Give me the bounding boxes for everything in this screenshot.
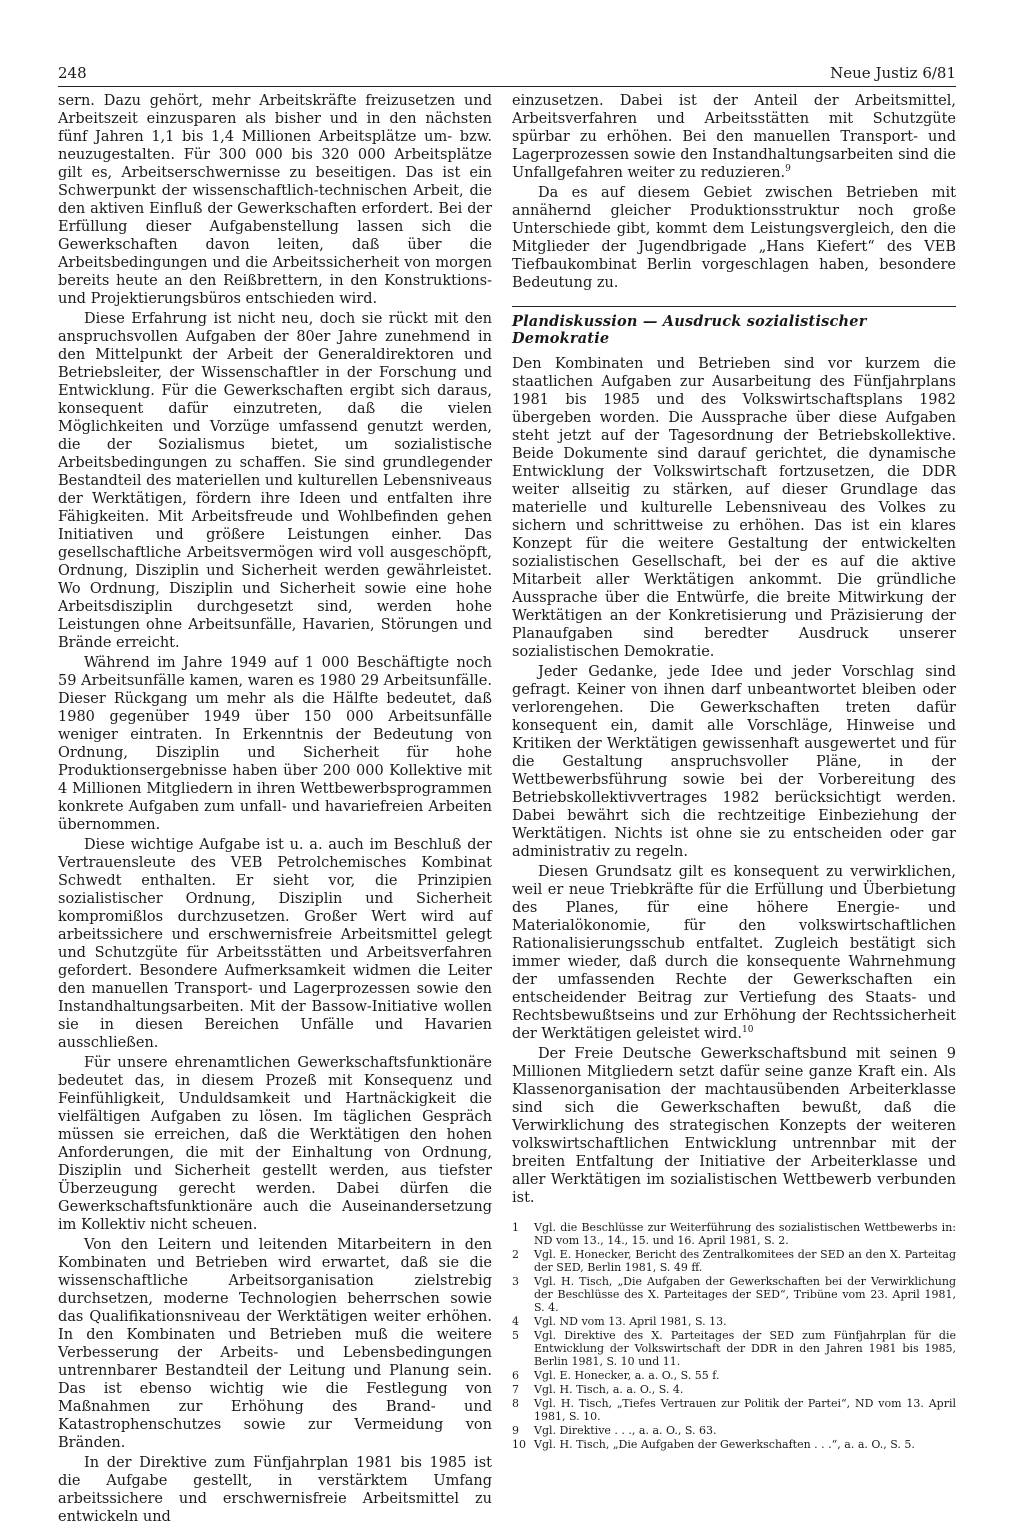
footnote xyxy=(512,1369,956,1382)
footnote xyxy=(512,1275,956,1314)
body-paragraph: Von den Leitern und leitenden Mitarbeitern in den Kombinaten und Betrieben wird erwartet, daß sie die wissenschaftliche Arbeitsorganisation zielstrebig durchsetzen, moderne Technologien beherrschen sowie das Qualifikationsniveau der Werktätigen weiter erhöhen. In den Kombinaten und Betrieben muß die weitere Verbesserung der Arbeits- und Lebensbedingungen untrennbarer Bestandteil der Leitung und Planung sein. Das ist ebenso wichtig wie die Festlegung von Maßnahmen zur Erhöhung des Brand- und Katastrophenschutzes sowie zur Vermeidung von Bränden. xyxy=(58,1237,492,1451)
footnote xyxy=(512,1383,956,1396)
footnote-text: Vgl. Direktive . . ., a. a. O., S. 63. xyxy=(534,1424,717,1437)
body-paragraph: Für unsere ehrenamtlichen Gewerkschaftsfunktionäre bedeutet das, in diesem Prozeß mit Konsequenz und Feinfühligkeit, Unduldsamkeit und Hartnäckigkeit die vielfältigen Aufgaben zu lösen. Im täglichen Gespräch müssen sie erreichen, daß die Werktätigen den hohen Anforderungen, die mit der Einhaltung von Ordnung, Disziplin und Sicherheit gestellt werden, aus tiefster Überzeugung gerecht werden. Dabei dürfen die Gewerkschaftsfunktionäre auch die Auseinandersetzung im Kollektiv nicht scheuen. xyxy=(58,1055,492,1233)
body-paragraph xyxy=(512,863,956,1043)
footnote-number: 2 xyxy=(512,1248,519,1261)
footnote-number: 8 xyxy=(512,1397,519,1410)
footnote-number: 3 xyxy=(512,1275,519,1288)
footnote-text: Vgl. H. Tisch, „Die Aufgaben der Gewerkschaften bei der Verwirklichung der Beschlüsse des X. Parteitages der SED“, Tribüne vom 23. April 1981, S. 4. xyxy=(534,1275,956,1314)
body-paragraph: Der Freie Deutsche Gewerkschaftsbund mit seinen 9 Millionen Mitgliedern setzt dafür seine ganze Kraft ein. Als Klassenorganisation der machtausübenden Arbeiterklasse sind sich die Gewerkschaften bewußt, daß die Verwirklichung des strategischen Konzepts der weiteren volkswirtschaftlichen Entwicklung untrennbar mit der breiten Entfaltung der Initiative der Arbeiterklasse und aller Werktätigen im sozialistischen Wettbewerb verbunden ist. xyxy=(512,1046,956,1206)
footnote-number: 5 xyxy=(512,1329,519,1342)
paragraph-text: Diesen Grundsatz gilt es konsequent zu verwirklichen, weil er neue Triebkräfte für die Erfüllung und Überbietung des Planes, für eine höhere Energie- und Materialökonomie, für den volkswirtschaftlichen Rationalisierungsschub entfaltet. Zugleich bestätigt sich immer wieder, daß durch die konsequente Wahrnehmung der umfassenden Rechte der Gewerkschaften ein entscheidender Beitrag zur Vertiefung des Staats- und Rechtsbewußtseins und zur Erhöhung der Rechtssicherheit der Werktätigen geleistet wird. xyxy=(512,864,956,1042)
body-paragraph: Diese wichtige Aufgabe ist u. a. auch im Beschluß der Vertrauensleute des VEB Petrolchemisches Kombinat Schwedt enthalten. Er sieht vor, die Prinzipien sozialistischer Ordnung, Disziplin und Sicherheit kompromißlos durchzusetzen. Großer Wert wird auf arbeitssichere und erschwernisfreie Arbeitsmittel gelegt und Schutzgüte für Arbeitsstätten und Arbeitsverfahren gefordert. Besondere Aufmerksamkeit widmen die Leiter den manuellen Transport- und Lagerprozessen sowie den Instandhaltungsarbeiten. Mit der Bassow-Initiative wollen sie in diesen Bereichen Unfälle und Havarien ausschließen. xyxy=(58,837,492,1051)
footnote xyxy=(512,1248,956,1274)
footnote-number: 1 xyxy=(512,1221,519,1234)
footnotes xyxy=(512,1221,956,1451)
section-divider xyxy=(512,306,956,307)
paragraph-text: einzusetzen. Dabei ist der Anteil der Arbeitsmittel, Arbeitsverfahren und Arbeitsstätten mit Schutzgüte spürbar zu erhöhen. Bei den manuellen Transport- und Lagerprozessen sowie den Instandhaltungsarbeiten sind die Unfallgefahren weiter zu reduzieren. xyxy=(512,93,956,181)
footnote-text: Vgl. H. Tisch, „Die Aufgaben der Gewerkschaften . . .“, a. a. O., S. 5. xyxy=(534,1438,915,1451)
footnote-text: Vgl. H. Tisch, „Tiefes Vertrauen zur Politik der Partei“, ND vom 13. April 1981, S. 10. xyxy=(534,1397,956,1423)
footnote-marker: 9 xyxy=(785,164,791,175)
body-paragraph: In der Direktive zum Fünfjahrplan 1981 bis 1985 ist die Aufgabe gestellt, in verstärktem Umfang arbeitssichere und erschwernisfreie Arbeitsmittel zu entwickeln und xyxy=(58,1455,492,1525)
footnote-number: 9 xyxy=(512,1424,519,1437)
footnote-text: Vgl. E. Honecker, Bericht des Zentralkomitees der SED an den X. Parteitag der SED, Berlin 1981, S. 49 ff. xyxy=(534,1248,956,1274)
footnote-marker: 10 xyxy=(742,1025,754,1036)
footnote xyxy=(512,1315,956,1328)
body-paragraph: Jeder Gedanke, jede Idee und jeder Vorschlag sind gefragt. Keiner von ihnen darf unbeantwortet bleiben oder verlorengehen. Die Gewerkschaften treten dafür konsequent ein, damit alle Vorschläge, Hinweise und Kritiken der Werktätigen gewissenhaft ausgewertet und für die Gestaltung anspruchsvoller Pläne, in der Wettbewerbsführung sowie bei der Vorbereitung des Betriebskollektivvertrages 1982 berücksichtigt werden. Dabei bewährt sich die rechtzeitige Einbeziehung der Werktätigen. Nichts ist ohne sie zu entscheiden oder gar administrativ zu regeln. xyxy=(512,664,956,860)
footnote xyxy=(512,1221,956,1247)
body-paragraph: Diese Erfahrung ist nicht neu, doch sie rückt mit den anspruchsvollen Aufgaben der 80er Jahre zunehmend in den Mittelpunkt der Arbeit der Generaldirektoren und Betriebsleiter, der Wissenschaftler in der Forschung und Entwicklung. Für die Gewerkschaften ergibt sich daraus, konsequent dafür einzutreten, daß die vielen Möglichkeiten und Vorzüge umfassend genutzt werden, die der Sozialismus bietet, um sozialistische Arbeitsbedingungen zu schaffen. Sie sind grundlegender Bestandteil des materiellen und kulturellen Lebensniveaus der Werktätigen, fördern ihre Ideen und entfalten ihre Fähigkeiten. Mit Arbeitsfreude und Wohlbefinden gehen Initiativen und größere Leistungen einher. Das gesellschaftliche Arbeitsvermögen wird voll ausgeschöpft, Ordnung, Disziplin und Sicherheit werden gewährleistet. Wo Ordnung, Disziplin und Sicherheit sowie eine hohe Arbeitsdisziplin durchgesetzt sind, werden hohe Leistungen ohne Arbeitsunfälle, Havarien, Störungen und Brände erreicht. xyxy=(58,311,492,651)
right-column xyxy=(512,92,956,1452)
body-paragraph: Während im Jahre 1949 auf 1 000 Beschäftigte noch 59 Arbeitsunfälle kamen, waren es 1980 29 Arbeitsunfälle. Dieser Rückgang um mehr als die Hälfte bedeutet, daß 1980 gegenüber 1949 über 150 000 Arbeitsunfälle weniger eintraten. In Erkenntnis der Bedeutung von Ordnung, Disziplin und Sicherheit für hohe Produktionsergebnisse haben über 200 000 Kollektive mit 4 Millionen Mitgliedern in ihren Wettbewerbsprogrammen konkrete Aufgaben zum unfall- und havariefreien Arbeiten übernommen. xyxy=(58,655,492,833)
footnote-text: Vgl. ND vom 13. April 1981, S. 13. xyxy=(534,1315,727,1328)
body-paragraph: Da es auf diesem Gebiet zwischen Betrieben mit annähernd gleicher Produktionsstruktur noch große Unterschiede gibt, kommt dem Leistungsvergleich, den die Mitglieder der Jugendbrigade „Hans Kiefert“ des VEB Tiefbaukombinat Berlin vorgeschlagen haben, besondere Bedeutung zu. xyxy=(512,185,956,291)
journal-issue: Neue Justiz 6/81 xyxy=(830,64,956,82)
footnote-number: 4 xyxy=(512,1315,519,1328)
footnote xyxy=(512,1438,956,1451)
section-heading: Plandiskussion — Ausdruck sozialistischer Demokratie xyxy=(512,313,867,347)
footnote xyxy=(512,1397,956,1423)
footnote xyxy=(512,1424,956,1437)
left-column xyxy=(58,92,492,1526)
footnote xyxy=(512,1329,956,1368)
page-number: 248 xyxy=(58,64,87,82)
footnote-text: Vgl. H. Tisch, a. a. O., S. 4. xyxy=(534,1383,684,1396)
page-header xyxy=(58,62,956,87)
body-paragraph: Den Kombinaten und Betrieben sind vor kurzem die staatlichen Aufgaben zur Ausarbeitung des Fünfjahrplans 1981 bis 1985 und des Volkswirtschaftsplans 1982 übergeben worden. Die Aussprache über diese Aufgaben steht jetzt auf der Tagesordnung der Betriebskollektive. Beide Dokumente sind darauf gerichtet, die dynamische Entwicklung der Volkswirtschaft fortzusetzen, die DDR weiter allseitig zu stärken, auf dieser Grundlage das materielle und kulturelle Lebensniveau des Volkes zu sichern und schrittweise zu erhöhen. Das ist ein klares Konzept für die weitere Gestaltung der entwickelten sozialistischen Gesellschaft, bei der es auf die aktive Mitarbeit aller Werktätigen ankommt. Die gründliche Aussprache über die Entwürfe, die breite Mitwirkung der Werktätigen an der Konkretisierung und Präzisierung der Planaufgaben sind beredter Ausdruck unserer sozialistischen Demokratie. xyxy=(512,356,956,660)
footnote-text: Vgl. E. Honecker, a. a. O., S. 55 f. xyxy=(534,1369,720,1382)
body-paragraph xyxy=(512,92,956,182)
body-paragraph: sern. Dazu gehört, mehr Arbeitskräfte freizusetzen und Arbeitszeit einzusparen als bisher und in den nächsten fünf Jahren 1,1 bis 1,4 Millionen Arbeitsplätze um- bzw. neuzugestalten. Für 300 000 bis 320 000 Arbeitsplätze gilt es, Arbeitserschwernisse zu beseitigen. Das ist ein Schwerpunkt der wissenschaftlich-technischen Arbeit, die den aktiven Einfluß der Gewerkschaften erfordert. Bei der Erfüllung dieser Aufgabenstellung lassen sich die Gewerkschaften davon leiten, daß über die Arbeitsbedingungen und die Arbeitssicherheit von morgen bereits heute an den Reißbrettern, in den Konstruktions- und Projektierungsbüros entschieden wird. xyxy=(58,93,492,307)
footnote-number: 6 xyxy=(512,1369,519,1382)
footnote-number: 7 xyxy=(512,1383,519,1396)
footnote-text: Vgl. Direktive des X. Parteitages der SED zum Fünfjahrplan für die Entwicklung der Volkswirtschaft der DDR in den Jahren 1981 bis 1985, Berlin 1981, S. 10 und 11. xyxy=(534,1329,956,1368)
footnote-text: Vgl. die Beschlüsse zur Weiterführung des sozialistischen Wettbewerbs in: ND vom 13., 14., 15. und 16. April 1981, S. 2. xyxy=(534,1221,956,1247)
footnote-number: 10 xyxy=(512,1438,526,1451)
